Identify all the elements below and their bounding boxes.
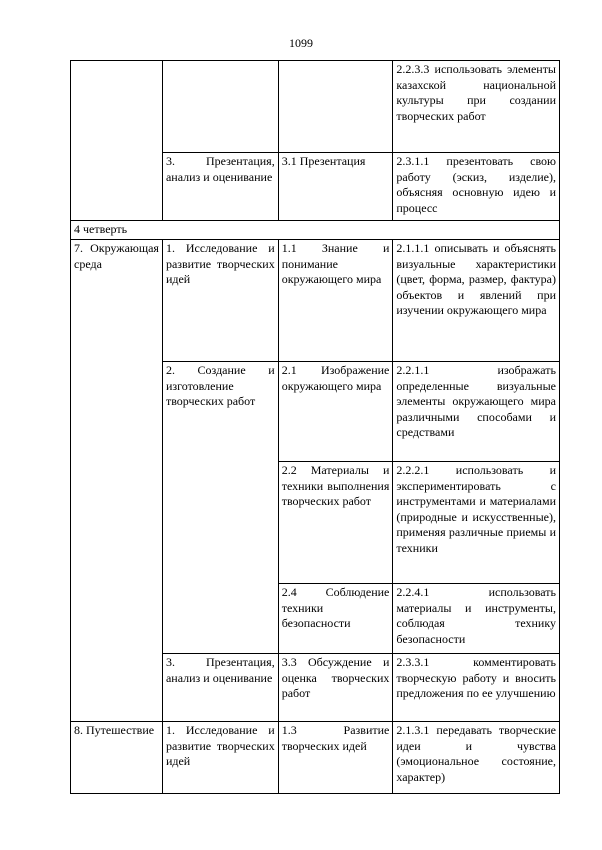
objective-group-cell: 3.1 Презентация: [278, 153, 393, 221]
objective-group-cell: 2.4 Соблюдение техники безопасности: [278, 584, 393, 654]
page-number: 1099: [289, 36, 313, 50]
learning-objective-cell: 2.2.3.3 использовать элементы казахской национальной культуры при создании творческих работ: [393, 61, 560, 153]
subsection-cell: [162, 61, 278, 153]
subsection-cell: 3. Презентация, анализ и оценивание: [162, 153, 278, 221]
learning-objective-cell: 2.1.1.1 описывать и объяснять визуальные характеристики (цвет, форма, размер, фактура) объектов и явлений при изучении окружающего мира: [393, 240, 560, 362]
curriculum-table: [70, 60, 560, 794]
table-row: [71, 61, 560, 153]
quarter-heading: 4 четверть: [71, 221, 560, 240]
objective-group-cell: 2.2 Материалы и техники выполнения творческих работ: [278, 462, 393, 584]
learning-objective-cell: 2.1.3.1 передавать творческие идеи и чувства (эмоциональное состояние, характер): [393, 722, 560, 794]
learning-objective-cell: 2.3.1.1 презентовать свою работу (эскиз, изделие), объясняя основную идею и процесс: [393, 153, 560, 221]
learning-objective-cell: 2.2.2.1 использовать и экспериментировать с инструментами и материалами (природные и искусственные), применяя различные приемы и техники: [393, 462, 560, 584]
learning-objective-cell: 2.2.4.1 использовать материалы и инструменты, соблюдая технику безопасности: [393, 584, 560, 654]
learning-objective-cell: 2.3.3.1 комментировать творческую работу и вносить предложения по ее улучшению: [393, 654, 560, 722]
section-cell: 8. Путешествие: [71, 722, 163, 794]
subsection-cell: 3. Презентация, анализ и оценивание: [162, 654, 278, 722]
objective-group-cell: 1.3 Развитие творческих идей: [278, 722, 393, 794]
objective-group-cell: 1.1 Знание и понимание окружающего мира: [278, 240, 393, 362]
section-cell: [71, 61, 163, 221]
table-row: [71, 240, 560, 362]
objective-group-cell: 3.3 Обсуждение и оценка творческих работ: [278, 654, 393, 722]
table-row: [71, 221, 560, 240]
learning-objective-cell: 2.2.1.1 изображать определенные визуальные элементы окружающего мира различными способами и средствами: [393, 362, 560, 462]
subsection-cell: 2. Создание и изготовление творческих работ: [162, 362, 278, 654]
subsection-cell: 1. Исследование и развитие творческих идей: [162, 240, 278, 362]
subsection-cell: 1. Исследование и развитие творческих идей: [162, 722, 278, 794]
table-row: [71, 722, 560, 794]
objective-group-cell: [278, 61, 393, 153]
objective-group-cell: 2.1 Изображение окружающего мира: [278, 362, 393, 462]
section-cell: 7. Окружающая среда: [71, 240, 163, 722]
